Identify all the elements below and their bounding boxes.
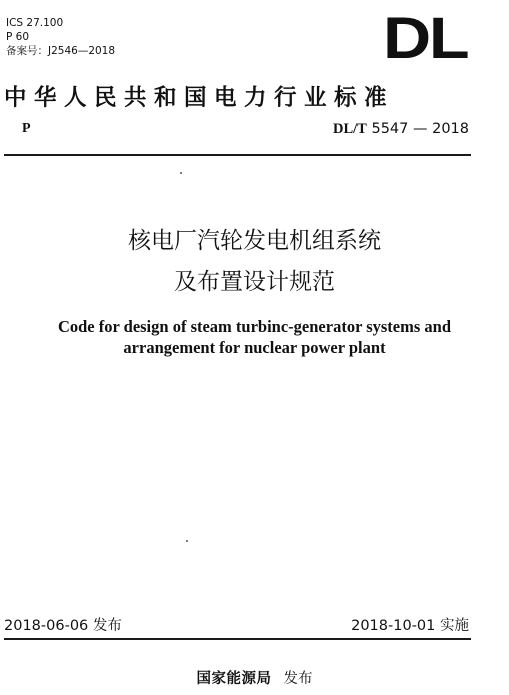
chinese-title-line-2: 及布置设计规范 — [174, 269, 335, 295]
filing-number: 备案号：J2546—2018 — [6, 45, 116, 57]
standard-code: DL/T — [333, 121, 367, 137]
publisher-name: 国家能源局 — [196, 671, 272, 687]
footer-divider — [4, 638, 471, 640]
header-divider — [4, 154, 471, 156]
implementation-date: 2018-10-01 实施 — [351, 618, 469, 634]
english-title-line-2: arrangement for nuclear power plant — [123, 338, 386, 357]
category-code: P 60 — [6, 31, 30, 43]
publisher-line — [0, 667, 509, 688]
scan-speck — [186, 540, 188, 542]
dl-logo: DL — [382, 6, 467, 71]
document-metadata — [6, 16, 115, 58]
ics-code: ICS 27.100 — [6, 17, 64, 29]
publisher-action: 发布 — [283, 671, 313, 687]
standard-year: 5547 — 2018 — [366, 121, 469, 137]
chinese-title-line-1: 核电厂汽轮发电机组系统 — [128, 228, 381, 254]
english-title-line-1: Code for design of steam turbinc-generator systems and — [57, 317, 452, 336]
scan-speck — [180, 172, 182, 174]
issue-date: 2018-06-06 发布 — [4, 618, 122, 634]
industry-standard-heading: 中华人民共和国电力行业标准 — [4, 85, 395, 111]
category-letter: P — [22, 121, 31, 136]
standard-number — [333, 121, 469, 138]
